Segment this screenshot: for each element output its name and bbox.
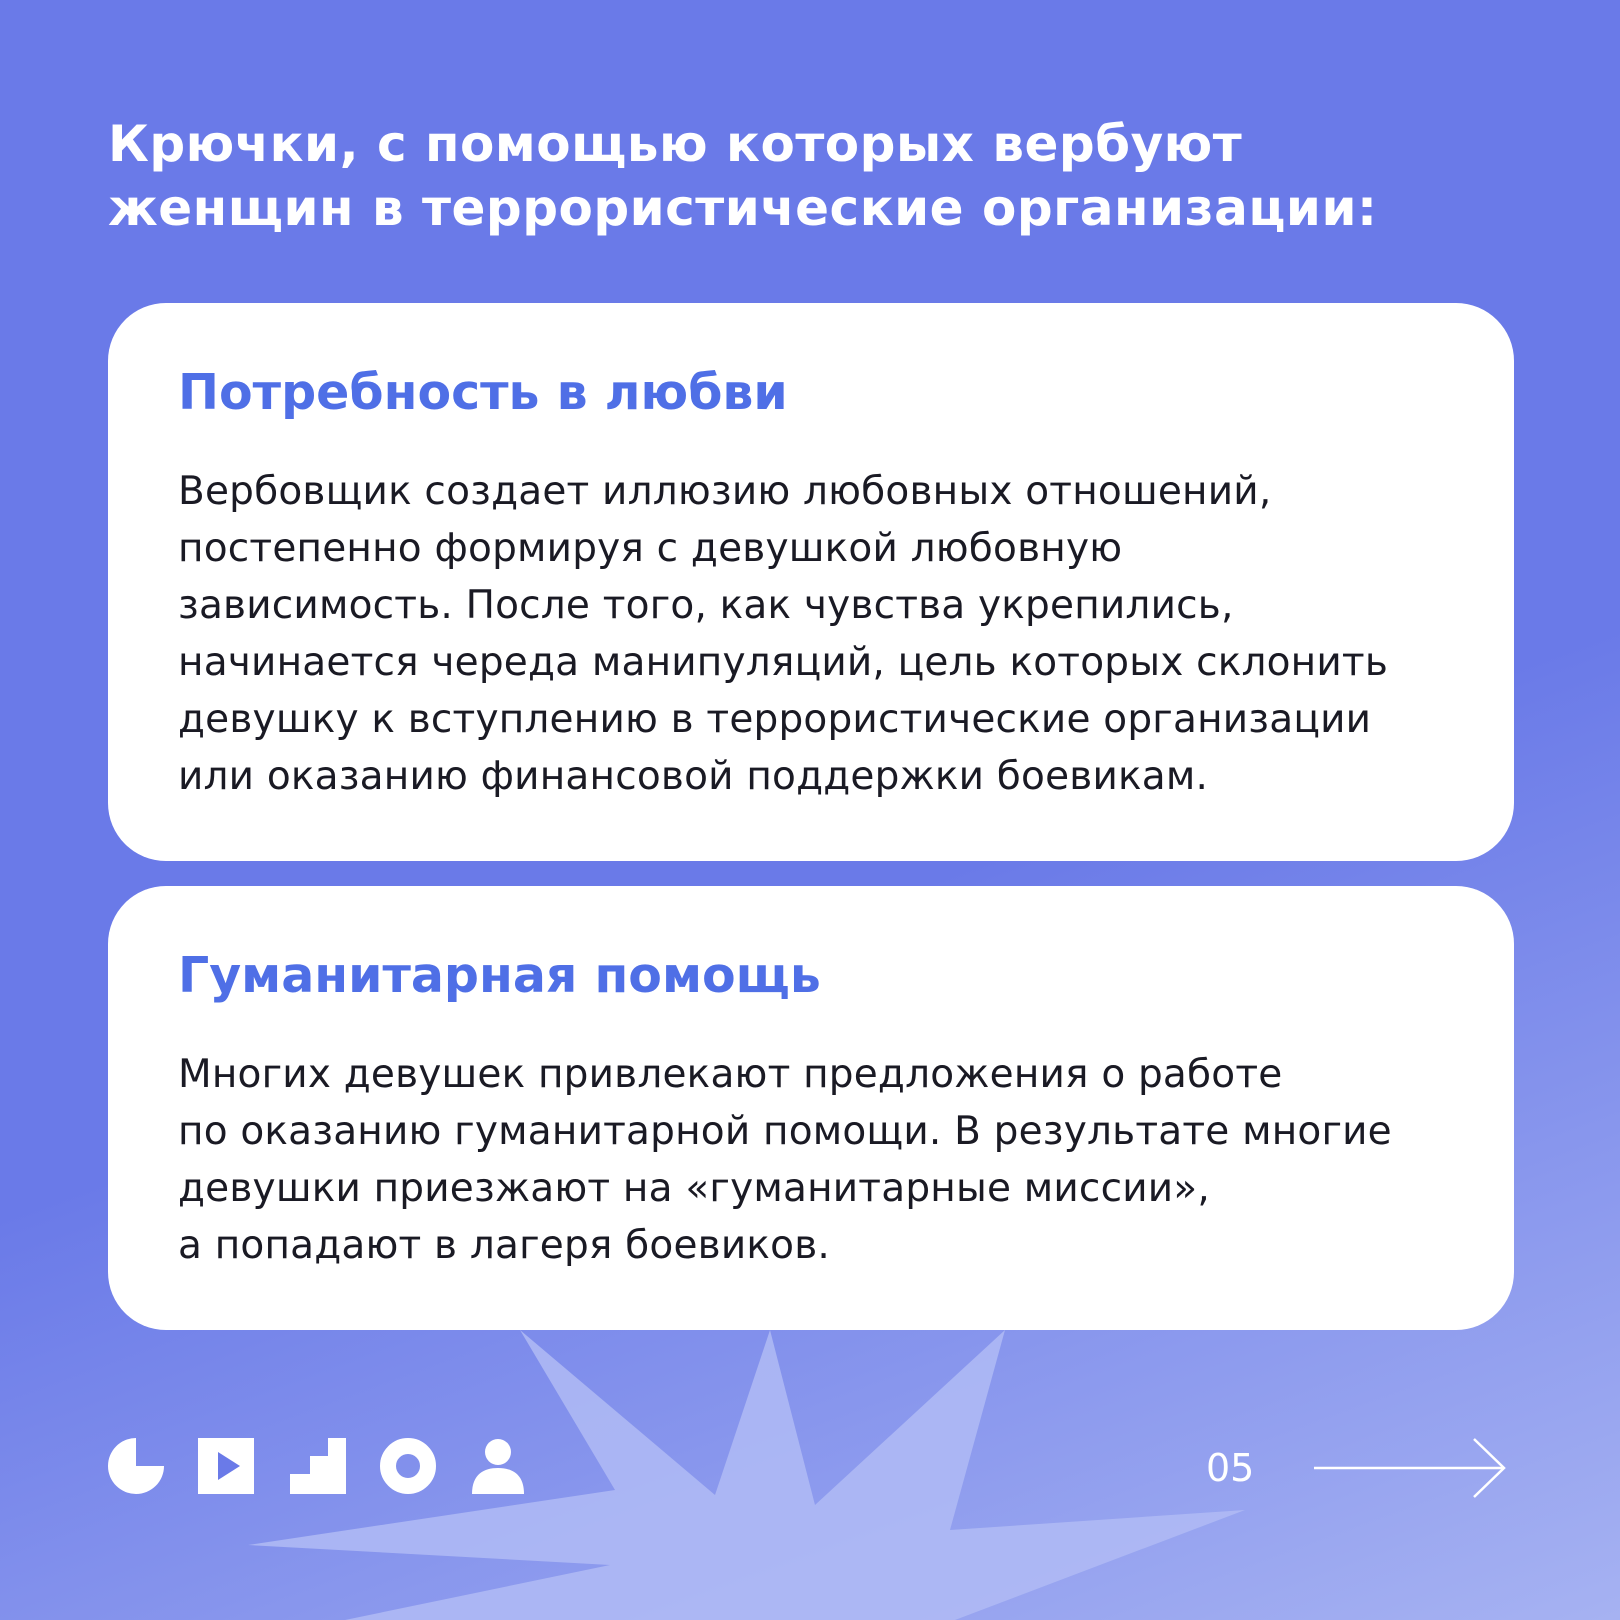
page-number: 05	[1206, 1446, 1255, 1490]
body-line: Многих девушек привлекают предложения о работе	[178, 1052, 1283, 1097]
arrow-right-icon[interactable]	[1312, 1438, 1508, 1498]
ring-icon	[380, 1438, 436, 1494]
card-humanitarian-aid	[108, 886, 1514, 1330]
body-line: постепенно формируя с девушкой любовную	[178, 526, 1123, 571]
body-line: девушку к вступлению в террористические организации	[178, 697, 1372, 742]
play-icon	[198, 1438, 254, 1494]
body-line: зависимость. После того, как чувства укрепились,	[178, 583, 1234, 628]
card-heading: Потребность в любви	[178, 364, 788, 421]
person-icon	[470, 1438, 526, 1494]
title-line: женщин в террористические организации:	[108, 179, 1378, 237]
pie-icon	[108, 1438, 164, 1494]
title-line: Крючки, с помощью которых вербуют	[108, 115, 1243, 173]
steps-icon	[290, 1438, 346, 1494]
body-line: девушки приезжают на «гуманитарные миссии»,	[178, 1166, 1210, 1211]
body-line: или оказанию финансовой поддержки боевикам.	[178, 754, 1209, 799]
body-line: по оказанию гуманитарной помощи. В результате многие	[178, 1109, 1392, 1154]
card-body	[178, 463, 1444, 805]
card-body	[178, 1046, 1444, 1274]
body-line: начинается череда манипуляций, цель которых склонить	[178, 640, 1389, 685]
card-heading: Гуманитарная помощь	[178, 947, 821, 1004]
body-line: а попадают в лагеря боевиков.	[178, 1223, 831, 1268]
body-line: Вербовщик создает иллюзию любовных отношений,	[178, 469, 1272, 514]
page-title	[108, 112, 1528, 240]
card-love-need	[108, 303, 1514, 861]
